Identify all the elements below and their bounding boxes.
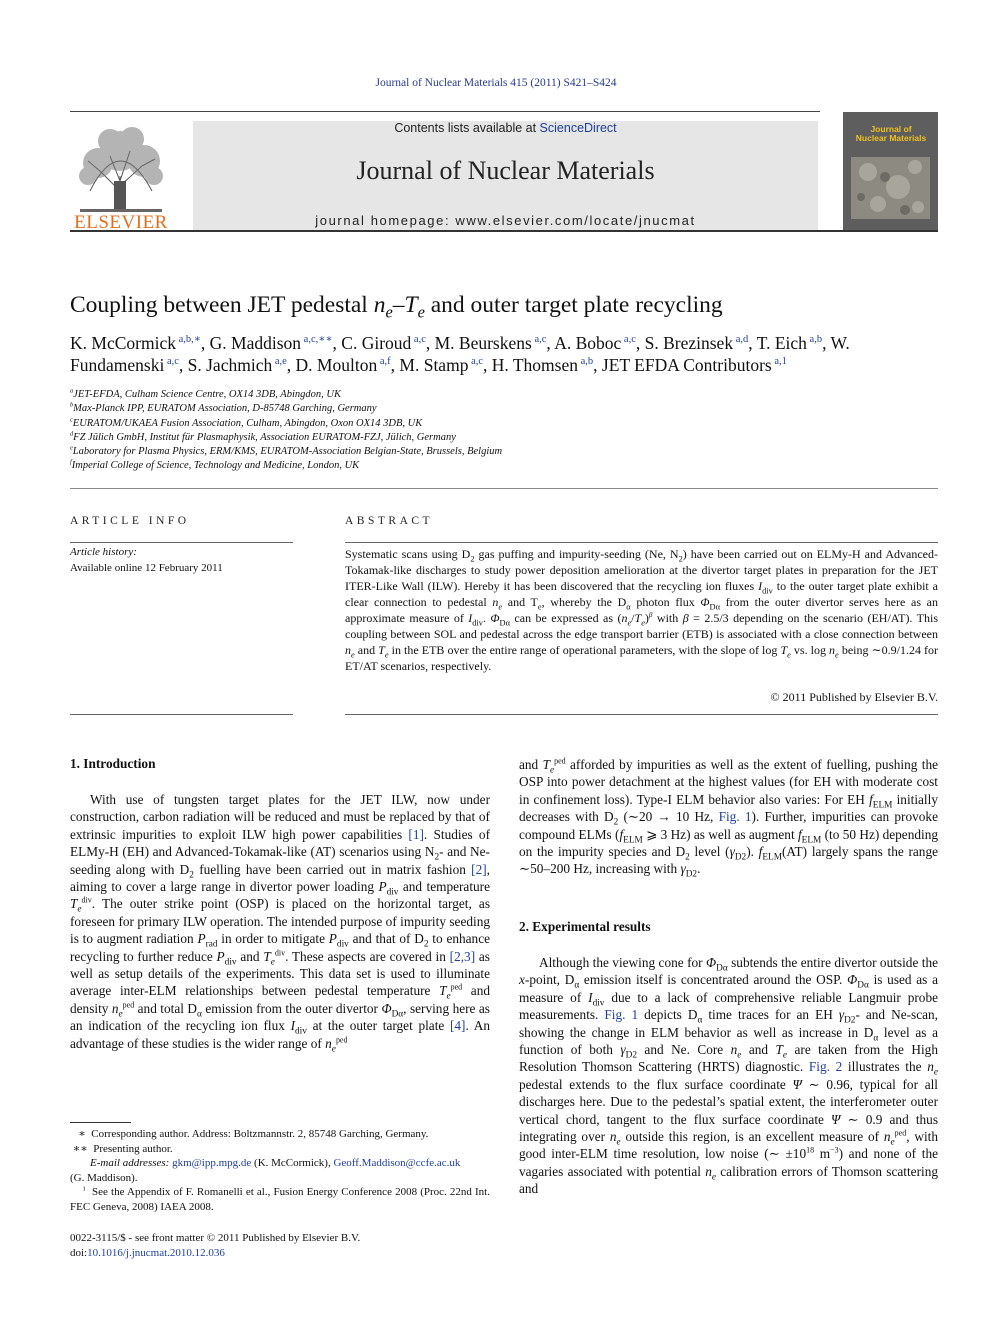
author-affiliation-marks[interactable]: a,c,∗∗ xyxy=(301,334,333,346)
cover-title-line2: Nuclear Materials xyxy=(855,133,927,143)
author-affiliation-marks[interactable]: a,b xyxy=(577,355,594,367)
section-heading-introduction: 1. Introduction xyxy=(70,756,156,771)
contents-prefix: Contents lists available at xyxy=(394,121,540,135)
author-affiliation-marks[interactable]: a,c xyxy=(531,334,547,346)
author-name: K. McCormick xyxy=(70,333,176,353)
author-affiliation-marks[interactable]: a,c xyxy=(164,355,179,367)
affiliation-b: $^b$Max-Planck IPP, EURATOM Association, D-85748 Garching, Germany xyxy=(70,401,377,415)
affiliations xyxy=(70,388,670,474)
doi-link[interactable]: 10.1016/j.jnucmat.2010.12.036 xyxy=(87,1247,225,1259)
masthead-rule xyxy=(70,230,938,232)
article-history-value: Available online 12 February 2011 xyxy=(70,562,223,574)
body-column-right-bottom: Although the viewing cone for $\Phi_{D\alpha}$ subtends the entire divertor outside the x-point, $D_\alpha$ emission itself is concentrated around the OSP. $\Phi_{D\alpha}$ is used as a measure of $I_{div}$ due to a lack of comprehensive reliable Langmuir probe measurements. Fig. 1 depicts $D_\alpha$ time traces for an EH $\gamma_{D2}-$ and Ne-scan, showing the change in ELM behavior as well as increase in $D_\alpha$ level as a function of both $\gamma_{D2}$ and Ne. Core $n_e$ and $T_e$ are taken from the High Resolution Thomson Scattering (HRTS) diagnostic. Fig. 2 illustrates the $n_e$ pedestal extends to the flux surface coordinate Ψ ∼ 0.96, typical for all discharges here. Due to the pedestal’s spatial extent, the interferometer outer vertical chord, tangent to the flux surface coordinate Ψ ∼ 0.9 and thus integrating over $n_e$ outside this region, is an excellent measure of $n_e^{ped}$, with good inter-ELM time resolution, low noise (∼ $\pm 10^{18}$ $m^{-3}$) and none of the vagaries associated with potential $n_e$ calibration errors of Thomson scattering and xyxy=(519,955,939,1197)
author-name: T. Eich xyxy=(756,333,807,353)
author-list: K. McCormick $^{a,b,∗}$, G. Maddison $^{a,c,∗∗}$, C. Giroud $^{a,c}$, M. Beurskens $^{a,c}$, A. Boboc $^{a,c}$, S. Brezinsek $^{a,d}$, T. Eich $^{a,b}$, W. Fundamenski $^{a,c}$, S. Jachmich $^{a,e}$, D. Moulton $^{a,f}$, M. Stamp $^{a,c}$, H. Thomsen $^{a,b}$, JET EFDA Contributors $^{a,1}$ xyxy=(70,333,850,375)
email-link-maddison[interactable]: Geoff.Maddison@ccfe.ac.uk xyxy=(333,1157,461,1169)
title-prefix: Coupling between JET pedestal xyxy=(70,292,374,318)
author-affiliation-marks[interactable]: a,b,∗ xyxy=(175,334,201,346)
affiliation-f: $^f$Imperial College of Science, Technology and Medicine, London, UK xyxy=(70,458,360,472)
author-name: C. Giroud xyxy=(341,333,412,353)
citation-link[interactable]: [1] xyxy=(408,826,424,842)
affiliation-e: $^e$Laboratory for Plasma Physics, ERM/KMS, EURATOM-Association Belgian-State, Brussels, Belgium xyxy=(70,444,503,458)
footnotes xyxy=(70,1127,490,1214)
title-ne-sub: e xyxy=(385,302,393,322)
figure-link[interactable]: Fig. 2 xyxy=(808,1059,843,1075)
journal-homepage[interactable]: journal homepage: www.elsevier.com/locate/jnucmat xyxy=(315,213,696,228)
body-column-right-top: and $T_e^{ped}$ afforded by impurities as well as the extent of fuelling, pushing the OSP into power detachment at the highest values (for EH with moderate cost in confinement loss). Type-I ELM behavior also varies: For EH $f_{ELM}$ initially decreases with $D_2$ (∼20 → 10 Hz, Fig. 1). Further, impurities can provoke compound ELMs ($f_{ELM}$ ⩾ 3 Hz) as well as augment $f_{ELM}$ (to 50 Hz) depending on the impurity species and $D_2$ level $(\gamma_{D2})$. $f_{ELM}(AT)$ largely spans the range ∼50–200 Hz, increasing with $\gamma_{D2}$. xyxy=(519,756,939,881)
author-name: M. Stamp xyxy=(399,354,469,375)
title-ne: n xyxy=(373,292,386,318)
elsevier-wordmark: ELSEVIER xyxy=(74,212,168,233)
author-name: H. Thomsen xyxy=(491,354,578,375)
footnote-corresponding: ∗ Corresponding author. Address: Boltzmannstr. 2, 85748 Garching, Germany. xyxy=(70,1128,429,1140)
author-name: A. Boboc xyxy=(554,333,622,353)
author-name: S. Brezinsek xyxy=(644,333,734,353)
title-te-sub: e xyxy=(417,302,425,322)
contents-line xyxy=(193,121,818,135)
author-name: M. Beurskens xyxy=(434,333,532,353)
article-info-heading: ARTICLE INFO xyxy=(70,515,190,527)
bottom-info xyxy=(70,1231,360,1261)
body-column-left: With use of tungsten target plates for the JET ILW, now under construction, carbon radiation will be reduced and must be replaced by that of extrinsic impurities to exploit ILW high power capabilities [1]. Studies of ELMy-H (EH) and Advanced-Tokamak-like (AT) scenarios using $N_2-$ and Ne-seeding along with $D_2$ fuelling have been carried out in matrix fashion [2], aiming to cover a large range in divertor power loading $P_{div}$ and temperature $T_e^{div}$. The outer strike point (OSP) is placed on the horizontal target, as foreseen for primary ILW operation. The intended purpose of impurity seeding is to augment radiation $P_{rad}$ in order to mitigate $P_{div}$ and that of $D_2$ to enhance recycling to further reduce $P_{div}$ and $T_e^{div}$. These aspects are covered in [2,3] as well as setup details of the experiments. This data set is used to illuminate average inter-ELM relationships between pedestal temperature $T_e^{ped}$ and density $n_e^{ped}$ and total $D_\alpha$ emission from the outer divertor $\Phi_{D\alpha}$, serving here as an indication of the recycling ion flux $I_{div}$ at the outer target plate [4]. An advantage of these studies is the wider range of $n_e^{ped}$ xyxy=(70,792,491,1055)
author-affiliation-marks[interactable]: a,c xyxy=(411,334,426,346)
affiliation-d: $^d$FZ Jülich GmbH, Institut für Plasmaphysik, Association EURATOM-FZJ, Jülich, Germany xyxy=(70,430,456,443)
author-name: JET EFDA Contributors xyxy=(601,354,772,375)
title-dash: – xyxy=(392,292,405,318)
article-history-label: Article history: xyxy=(70,546,137,558)
footnote-presenting: ∗∗ Presenting author. xyxy=(70,1142,173,1155)
figure-link[interactable]: Fig. 1 xyxy=(718,809,752,825)
figure-link[interactable]: Fig. 1 xyxy=(604,1007,639,1023)
header-rule xyxy=(70,111,820,112)
section-heading-experimental: 2. Experimental results xyxy=(519,919,651,934)
author-affiliation-marks[interactable]: a,e xyxy=(272,355,287,367)
article-info-rule-top xyxy=(70,542,293,543)
sciencedirect-link[interactable]: ScienceDirect xyxy=(539,121,617,135)
author-affiliation-marks[interactable]: a,c xyxy=(621,334,636,346)
affiliation-c: $^c$EURATOM/UKAEA Fusion Association, Culham, Abingdon, Oxon OX14 3DB, UK xyxy=(70,416,423,429)
article-info-rule-bottom xyxy=(70,714,293,715)
cover-title-line1: Journal of xyxy=(870,124,912,134)
affiliation-a: $^a$JET-EFDA, Culham Science Centre, OX14 3DB, Abingdon, UK xyxy=(70,387,341,400)
copyright-line: © 2011 Published by Elsevier B.V. xyxy=(770,690,938,704)
author-name: S. Jachmich xyxy=(187,354,273,375)
footnote-emails: E-mail addresses: gkm@ipp.mpg.de (K. McCormick), Geoff.Maddison@ccfe.ac.uk xyxy=(90,1157,461,1169)
affiliation-rule xyxy=(70,488,938,489)
citation-link[interactable]: [2] xyxy=(471,861,487,877)
journal-reference[interactable]: Journal of Nuclear Materials 415 (2011) S421–S424 xyxy=(375,77,617,89)
abstract-text: Systematic scans using $D_2$ gas puffing and impurity-seeding (Ne, $N_2$) have been carried out on ELMy-H and Advanced-Tokamak-like discharges to study power deposition amelioration at the divertor target plates in preparation for the JET ITER-Like Wall (ILW). Hereby it has been discovered that the recycling ion fluxes $I_{div}$ to the outer target plate exhibit a clear connection to pedestal $n_e$ and $T_e$, whereby the $D_\alpha$ photon flux $\Phi_{D\alpha}$ from the outer divertor serves here as an approximate measure of $I_{div}$. $\Phi_{D\alpha}$ can be expressed as $(n_e/T_e)^\beta$ with β = 2.5/3 depending on the scenario (EH/AT). This coupling between SOL and pedestal across the edge transport barrier (ETB) is associated with a close connection between $n_e$ and $T_e$ in the ETB over the entire range of operational parameters, with the slope of $\log T_e$ vs. $\log n_e$ being ∼0.9/1.24 for ET/AT scenarios, respectively. xyxy=(345,547,939,673)
author-affiliation-marks[interactable]: a,1 xyxy=(771,355,787,367)
author-affiliation-marks[interactable]: a,d xyxy=(733,334,749,346)
citation-link[interactable]: [2,3] xyxy=(449,948,476,964)
footnote-1: $^1$ See the Appendix of F. Romanelli et al., Fusion Energy Conference 2008 (Proc. 22nd Int. FEC Geneva, 2008) IAEA 2008. xyxy=(70,1185,490,1213)
author-name: G. Maddison xyxy=(209,333,302,353)
abstract-rule-bottom xyxy=(345,714,938,715)
title-suffix: and outer target plate recycling xyxy=(424,292,723,318)
issn-line: 0022-3115/$ - see front matter © 2011 Published by Elsevier B.V. xyxy=(70,1232,361,1244)
cover-title xyxy=(848,125,934,143)
author-affiliation-marks[interactable]: a,f xyxy=(377,355,391,367)
doi-line: doi:10.1016/j.jnucmat.2010.12.036 xyxy=(70,1247,225,1259)
author-affiliation-marks[interactable]: a,c xyxy=(468,355,484,367)
author-affiliation-marks[interactable]: a,b xyxy=(806,334,823,346)
abstract-rule-top xyxy=(345,542,938,543)
citation-link[interactable]: [4] xyxy=(449,1018,466,1034)
email-link-mccormick[interactable]: gkm@ipp.mpg.de xyxy=(172,1157,252,1169)
abstract-heading: ABSTRACT xyxy=(345,515,434,527)
article-title xyxy=(70,292,723,322)
author-name: W. Fundamenski xyxy=(70,333,850,375)
journal-title: Journal of Nuclear Materials xyxy=(356,156,655,185)
title-te: T xyxy=(404,292,418,318)
author-name: D. Moulton xyxy=(295,354,378,375)
footnote-emails-name: (G. Maddison). xyxy=(70,1171,138,1184)
footnote-rule xyxy=(70,1122,131,1123)
